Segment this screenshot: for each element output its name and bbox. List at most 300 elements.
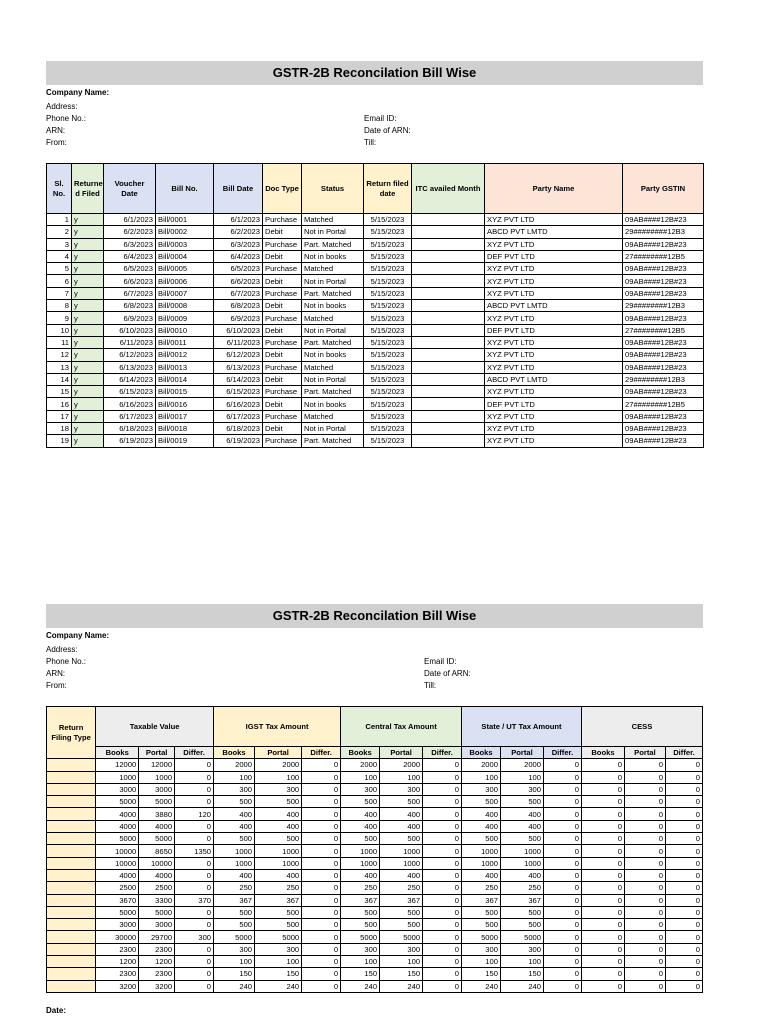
table-row [47, 808, 703, 820]
cell-bill-date: 6/12/2023 [214, 349, 263, 361]
cell-cess-differ: 0 [665, 808, 702, 820]
cell-bill-date: 6/10/2023 [214, 324, 263, 336]
cell-doc-type: Purchase [263, 238, 302, 250]
cell-central-differ: 0 [423, 906, 462, 918]
cell-state-books: 5000 [462, 931, 501, 943]
cell-party-name: DEF PVT LTD [485, 250, 623, 262]
cell-cess-portal: 0 [624, 857, 665, 869]
cell-taxable-differ: 0 [175, 771, 214, 783]
cell-taxable-portal: 3000 [139, 783, 175, 795]
cell-central-differ: 0 [423, 808, 462, 820]
cell-party-name: XYZ PVT LTD [485, 361, 623, 373]
subheader-taxable-portal: Portal [139, 747, 175, 759]
cell-cess-portal: 0 [624, 882, 665, 894]
cell-central-books: 150 [341, 968, 380, 980]
cell-igst-differ: 0 [302, 931, 341, 943]
cell-taxable-differ: 0 [175, 796, 214, 808]
cell-taxable-portal: 10000 [139, 857, 175, 869]
cell-igst-differ: 0 [302, 894, 341, 906]
subheader-central-books: Books [341, 747, 380, 759]
cell-central-portal: 5000 [380, 931, 423, 943]
cell-igst-books: 5000 [214, 931, 255, 943]
cell-state-portal: 500 [500, 796, 543, 808]
cell-status: Matched [302, 263, 364, 275]
cell-voucher-date: 6/18/2023 [104, 423, 156, 435]
cell-doc-type: Debit [263, 324, 302, 336]
subheader-igst-books: Books [214, 747, 255, 759]
cell-returned-filed: y [72, 324, 104, 336]
cell-taxable-differ: 0 [175, 759, 214, 771]
cell-cess-differ: 0 [665, 943, 702, 955]
cell-itc-availed-month [412, 287, 485, 299]
cell-cess-differ: 0 [665, 919, 702, 931]
cell-central-portal: 500 [380, 906, 423, 918]
cell-state-differ: 0 [544, 869, 582, 881]
cell-state-portal: 100 [500, 956, 543, 968]
cell-state-portal: 100 [500, 771, 543, 783]
cell-bill-no: Bill/0010 [156, 324, 214, 336]
cell-party-name: XYZ PVT LTD [485, 349, 623, 361]
cell-bill-no: Bill/0013 [156, 361, 214, 373]
cell-igst-differ: 0 [302, 759, 341, 771]
cell-central-portal: 400 [380, 869, 423, 881]
cell-bill-no: Bill/0011 [156, 336, 214, 348]
cell-central-books: 1000 [341, 857, 380, 869]
cell-taxable-books: 5000 [96, 833, 139, 845]
cell-central-books: 1000 [341, 845, 380, 857]
cell-return-filing-type [47, 808, 96, 820]
cell-status: Part. Matched [302, 238, 364, 250]
date-of-arn-label-2: Date of ARN: [424, 669, 471, 678]
subheader-state-books: Books [462, 747, 501, 759]
cell-state-differ: 0 [544, 845, 582, 857]
cell-state-portal: 400 [500, 808, 543, 820]
cell-bill-date: 6/3/2023 [214, 238, 263, 250]
cell-return-filing-type [47, 980, 96, 992]
table-group-header-row [47, 707, 703, 747]
cell-party-gstin: 09AB####12B#23 [623, 423, 704, 435]
cell-central-books: 367 [341, 894, 380, 906]
arn-label-2: ARN: [46, 669, 66, 678]
cell-returned-filed: y [72, 238, 104, 250]
cell-state-differ: 0 [544, 771, 582, 783]
cell-igst-books: 250 [214, 882, 255, 894]
cell-igst-differ: 0 [302, 833, 341, 845]
cell-bill-date: 6/19/2023 [214, 435, 263, 447]
tax-summary-table [46, 706, 703, 993]
subheader-taxable-differ: Differ. [175, 747, 214, 759]
cell-bill-no: Bill/0018 [156, 423, 214, 435]
till-label-2: Till: [424, 681, 437, 690]
cell-taxable-portal: 3880 [139, 808, 175, 820]
cell-state-portal: 367 [500, 894, 543, 906]
cell-state-differ: 0 [544, 759, 582, 771]
cell-central-differ: 0 [423, 943, 462, 955]
table-row [47, 820, 703, 832]
cell-state-books: 400 [462, 808, 501, 820]
cell-cess-differ: 0 [665, 857, 702, 869]
cell-igst-differ: 0 [302, 943, 341, 955]
cell-central-portal: 500 [380, 796, 423, 808]
cell-cess-books: 0 [581, 919, 624, 931]
cell-state-portal: 400 [500, 820, 543, 832]
cell-taxable-portal: 1000 [139, 771, 175, 783]
cell-returned-filed: y [72, 386, 104, 398]
cell-party-name: DEF PVT LTD [485, 398, 623, 410]
cell-central-portal: 500 [380, 919, 423, 931]
cell-returned-filed: y [72, 398, 104, 410]
cell-taxable-differ: 0 [175, 820, 214, 832]
cell-itc-availed-month [412, 250, 485, 262]
cell-itc-availed-month [412, 312, 485, 324]
cell-return-filing-type [47, 833, 96, 845]
cell-cess-books: 0 [581, 906, 624, 918]
cell-taxable-differ: 0 [175, 857, 214, 869]
cell-return-filed-date: 5/15/2023 [364, 238, 412, 250]
cell-doc-type: Debit [263, 349, 302, 361]
cell-taxable-portal: 5000 [139, 833, 175, 845]
cell-return-filing-type [47, 882, 96, 894]
cell-taxable-books: 12000 [96, 759, 139, 771]
cell-igst-differ: 0 [302, 882, 341, 894]
cell-cess-differ: 0 [665, 833, 702, 845]
cell-state-portal: 1000 [500, 857, 543, 869]
cell-cess-differ: 0 [665, 931, 702, 943]
subheader-igst-differ: Differ. [302, 747, 341, 759]
cell-state-differ: 0 [544, 956, 582, 968]
cell-bill-date: 6/7/2023 [214, 287, 263, 299]
cell-sl-no: 5 [47, 263, 72, 275]
cell-doc-type: Debit [263, 398, 302, 410]
cell-cess-differ: 0 [665, 906, 702, 918]
cell-igst-books: 367 [214, 894, 255, 906]
cell-return-filing-type [47, 906, 96, 918]
cell-cess-books: 0 [581, 771, 624, 783]
cell-state-differ: 0 [544, 931, 582, 943]
cell-return-filing-type [47, 931, 96, 943]
cell-taxable-portal: 3200 [139, 980, 175, 992]
cell-taxable-books: 5000 [96, 796, 139, 808]
cell-taxable-portal: 4000 [139, 820, 175, 832]
cell-taxable-portal: 2300 [139, 943, 175, 955]
from-label-2: From: [46, 681, 67, 690]
cell-igst-portal: 500 [255, 906, 302, 918]
cell-return-filed-date: 5/15/2023 [364, 300, 412, 312]
cell-cess-differ: 0 [665, 869, 702, 881]
email-label: Email ID: [364, 114, 397, 123]
cell-igst-differ: 0 [302, 956, 341, 968]
cell-state-differ: 0 [544, 943, 582, 955]
cell-taxable-books: 30000 [96, 931, 139, 943]
cell-central-differ: 0 [423, 968, 462, 980]
cell-sl-no: 6 [47, 275, 72, 287]
cell-itc-availed-month [412, 423, 485, 435]
cell-return-filed-date: 5/15/2023 [364, 349, 412, 361]
cell-itc-availed-month [412, 410, 485, 422]
cell-party-gstin: 29########12B3 [623, 226, 704, 238]
cell-igst-books: 100 [214, 956, 255, 968]
phone-label-2: Phone No.: [46, 657, 87, 666]
cell-taxable-books: 5000 [96, 906, 139, 918]
cell-cess-differ: 0 [665, 894, 702, 906]
cell-cess-books: 0 [581, 980, 624, 992]
cell-state-portal: 5000 [500, 931, 543, 943]
table-row [47, 263, 704, 275]
cell-itc-availed-month [412, 226, 485, 238]
cell-cess-portal: 0 [624, 783, 665, 795]
cell-igst-differ: 0 [302, 869, 341, 881]
cell-cess-books: 0 [581, 808, 624, 820]
cell-igst-books: 400 [214, 808, 255, 820]
col-header-status: Status [302, 164, 364, 214]
cell-sl-no: 13 [47, 361, 72, 373]
cell-itc-availed-month [412, 300, 485, 312]
cell-returned-filed: y [72, 361, 104, 373]
cell-bill-date: 6/5/2023 [214, 263, 263, 275]
cell-returned-filed: y [72, 349, 104, 361]
cell-doc-type: Purchase [263, 336, 302, 348]
cell-igst-differ: 0 [302, 783, 341, 795]
cell-bill-no: Bill/0016 [156, 398, 214, 410]
cell-itc-availed-month [412, 398, 485, 410]
cell-cess-books: 0 [581, 833, 624, 845]
cell-sl-no: 7 [47, 287, 72, 299]
cell-taxable-books: 10000 [96, 845, 139, 857]
cell-bill-no: Bill/0015 [156, 386, 214, 398]
cell-cess-differ: 0 [665, 759, 702, 771]
cell-cess-portal: 0 [624, 919, 665, 931]
table-row [47, 906, 703, 918]
cell-cess-differ: 0 [665, 845, 702, 857]
cell-voucher-date: 6/13/2023 [104, 361, 156, 373]
cell-igst-portal: 1000 [255, 857, 302, 869]
cell-voucher-date: 6/6/2023 [104, 275, 156, 287]
cell-central-books: 2000 [341, 759, 380, 771]
table-header-row [47, 164, 704, 214]
cell-state-portal: 500 [500, 919, 543, 931]
table-row [47, 250, 704, 262]
cell-return-filed-date: 5/15/2023 [364, 287, 412, 299]
cell-igst-books: 500 [214, 919, 255, 931]
cell-state-portal: 500 [500, 906, 543, 918]
cell-bill-date: 6/14/2023 [214, 373, 263, 385]
cell-doc-type: Purchase [263, 287, 302, 299]
cell-bill-date: 6/15/2023 [214, 386, 263, 398]
cell-state-books: 400 [462, 820, 501, 832]
cell-state-books: 250 [462, 882, 501, 894]
till-label: Till: [364, 138, 377, 147]
table-subheader-row [47, 747, 703, 759]
cell-party-name: XYZ PVT LTD [485, 423, 623, 435]
table-row [47, 943, 703, 955]
cell-status: Not in Portal [302, 373, 364, 385]
cell-state-books: 1000 [462, 857, 501, 869]
group-header-igst: IGST Tax Amount [214, 707, 341, 747]
cell-central-differ: 0 [423, 845, 462, 857]
cell-itc-availed-month [412, 275, 485, 287]
cell-return-filing-type [47, 956, 96, 968]
cell-taxable-portal: 5000 [139, 906, 175, 918]
cell-doc-type: Purchase [263, 263, 302, 275]
cell-return-filing-type [47, 943, 96, 955]
cell-igst-books: 300 [214, 943, 255, 955]
cell-returned-filed: y [72, 300, 104, 312]
cell-party-gstin: 09AB####12B#23 [623, 287, 704, 299]
cell-itc-availed-month [412, 324, 485, 336]
cell-party-gstin: 09AB####12B#23 [623, 275, 704, 287]
cell-igst-portal: 500 [255, 919, 302, 931]
col-header-bill-no: Bill No. [156, 164, 214, 214]
cell-taxable-portal: 4000 [139, 869, 175, 881]
cell-igst-portal: 500 [255, 833, 302, 845]
cell-voucher-date: 6/5/2023 [104, 263, 156, 275]
cell-voucher-date: 6/8/2023 [104, 300, 156, 312]
cell-taxable-portal: 2300 [139, 968, 175, 980]
cell-party-gstin: 27########12B5 [623, 250, 704, 262]
cell-party-name: XYZ PVT LTD [485, 312, 623, 324]
cell-cess-portal: 0 [624, 894, 665, 906]
table-row [47, 226, 704, 238]
col-header-bill-date: Bill Date [214, 164, 263, 214]
cell-return-filed-date: 5/15/2023 [364, 373, 412, 385]
cell-return-filing-type [47, 771, 96, 783]
cell-doc-type: Purchase [263, 410, 302, 422]
cell-central-books: 300 [341, 943, 380, 955]
table-row [47, 845, 703, 857]
cell-status: Not in Portal [302, 423, 364, 435]
cell-igst-portal: 500 [255, 796, 302, 808]
cell-status: Part. Matched [302, 336, 364, 348]
cell-sl-no: 15 [47, 386, 72, 398]
cell-returned-filed: y [72, 250, 104, 262]
cell-state-portal: 250 [500, 882, 543, 894]
cell-return-filed-date: 5/15/2023 [364, 324, 412, 336]
from-label: From: [46, 138, 67, 147]
cell-central-differ: 0 [423, 931, 462, 943]
cell-itc-availed-month [412, 238, 485, 250]
cell-party-gstin: 09AB####12B#23 [623, 238, 704, 250]
cell-taxable-differ: 0 [175, 919, 214, 931]
cell-return-filed-date: 5/15/2023 [364, 214, 412, 226]
cell-returned-filed: y [72, 275, 104, 287]
email-label-2: Email ID: [424, 657, 457, 666]
cell-party-gstin: 09AB####12B#23 [623, 386, 704, 398]
cell-igst-books: 100 [214, 771, 255, 783]
phone-label: Phone No.: [46, 114, 87, 123]
cell-central-portal: 2000 [380, 759, 423, 771]
cell-doc-type: Purchase [263, 312, 302, 324]
group-header-taxable-value: Taxable Value [96, 707, 214, 747]
cell-central-portal: 400 [380, 808, 423, 820]
cell-cess-portal: 0 [624, 845, 665, 857]
table-row [47, 238, 704, 250]
cell-state-differ: 0 [544, 906, 582, 918]
cell-central-differ: 0 [423, 759, 462, 771]
table-row [47, 386, 704, 398]
cell-cess-books: 0 [581, 820, 624, 832]
cell-status: Not in books [302, 300, 364, 312]
cell-taxable-books: 3000 [96, 783, 139, 795]
cell-party-name: ABCD PVT LMTD [485, 300, 623, 312]
cell-central-portal: 250 [380, 882, 423, 894]
cell-central-books: 500 [341, 833, 380, 845]
cell-cess-portal: 0 [624, 906, 665, 918]
cell-state-portal: 240 [500, 980, 543, 992]
cell-party-name: XYZ PVT LTD [485, 410, 623, 422]
cell-returned-filed: y [72, 263, 104, 275]
cell-party-gstin: 09AB####12B#23 [623, 263, 704, 275]
group-header-cess: CESS [581, 707, 702, 747]
cell-igst-differ: 0 [302, 906, 341, 918]
cell-taxable-portal: 1200 [139, 956, 175, 968]
cell-central-portal: 1000 [380, 845, 423, 857]
cell-sl-no: 18 [47, 423, 72, 435]
cell-voucher-date: 6/10/2023 [104, 324, 156, 336]
cell-party-gstin: 09AB####12B#23 [623, 410, 704, 422]
cell-return-filing-type [47, 820, 96, 832]
cell-cess-portal: 0 [624, 833, 665, 845]
cell-taxable-differ: 120 [175, 808, 214, 820]
cell-igst-portal: 2000 [255, 759, 302, 771]
cell-state-differ: 0 [544, 894, 582, 906]
cell-return-filed-date: 5/15/2023 [364, 226, 412, 238]
cell-central-portal: 400 [380, 820, 423, 832]
cell-igst-books: 500 [214, 796, 255, 808]
cell-taxable-books: 2300 [96, 968, 139, 980]
cell-igst-differ: 0 [302, 771, 341, 783]
cell-party-name: XYZ PVT LTD [485, 275, 623, 287]
cell-sl-no: 12 [47, 349, 72, 361]
cell-voucher-date: 6/15/2023 [104, 386, 156, 398]
cell-state-books: 500 [462, 906, 501, 918]
cell-return-filed-date: 5/15/2023 [364, 275, 412, 287]
table-row [47, 796, 703, 808]
cell-bill-date: 6/11/2023 [214, 336, 263, 348]
col-header-party-gstin: Party GSTIN [623, 164, 704, 214]
cell-taxable-books: 2500 [96, 882, 139, 894]
cell-return-filed-date: 5/15/2023 [364, 423, 412, 435]
cell-status: Part. Matched [302, 435, 364, 447]
cell-state-differ: 0 [544, 820, 582, 832]
cell-party-name: XYZ PVT LTD [485, 435, 623, 447]
group-header-central-tax: Central Tax Amount [341, 707, 462, 747]
cell-central-differ: 0 [423, 771, 462, 783]
cell-returned-filed: y [72, 336, 104, 348]
cell-voucher-date: 6/7/2023 [104, 287, 156, 299]
cell-cess-differ: 0 [665, 882, 702, 894]
cell-status: Not in Portal [302, 226, 364, 238]
cell-igst-portal: 400 [255, 869, 302, 881]
cell-party-gstin: 09AB####12B#23 [623, 312, 704, 324]
table-row [47, 833, 703, 845]
cell-taxable-differ: 1350 [175, 845, 214, 857]
cell-taxable-books: 1200 [96, 956, 139, 968]
cell-bill-date: 6/2/2023 [214, 226, 263, 238]
cell-status: Part. Matched [302, 386, 364, 398]
cell-igst-differ: 0 [302, 968, 341, 980]
cell-igst-books: 1000 [214, 845, 255, 857]
cell-bill-date: 6/1/2023 [214, 214, 263, 226]
cell-taxable-portal: 3000 [139, 919, 175, 931]
cell-party-gstin: 09AB####12B#23 [623, 435, 704, 447]
cell-igst-differ: 0 [302, 980, 341, 992]
cell-itc-availed-month [412, 373, 485, 385]
subheader-central-portal: Portal [380, 747, 423, 759]
cell-party-name: DEF PVT LTD [485, 324, 623, 336]
cell-state-portal: 400 [500, 869, 543, 881]
cell-party-name: XYZ PVT LTD [485, 386, 623, 398]
cell-taxable-differ: 0 [175, 943, 214, 955]
